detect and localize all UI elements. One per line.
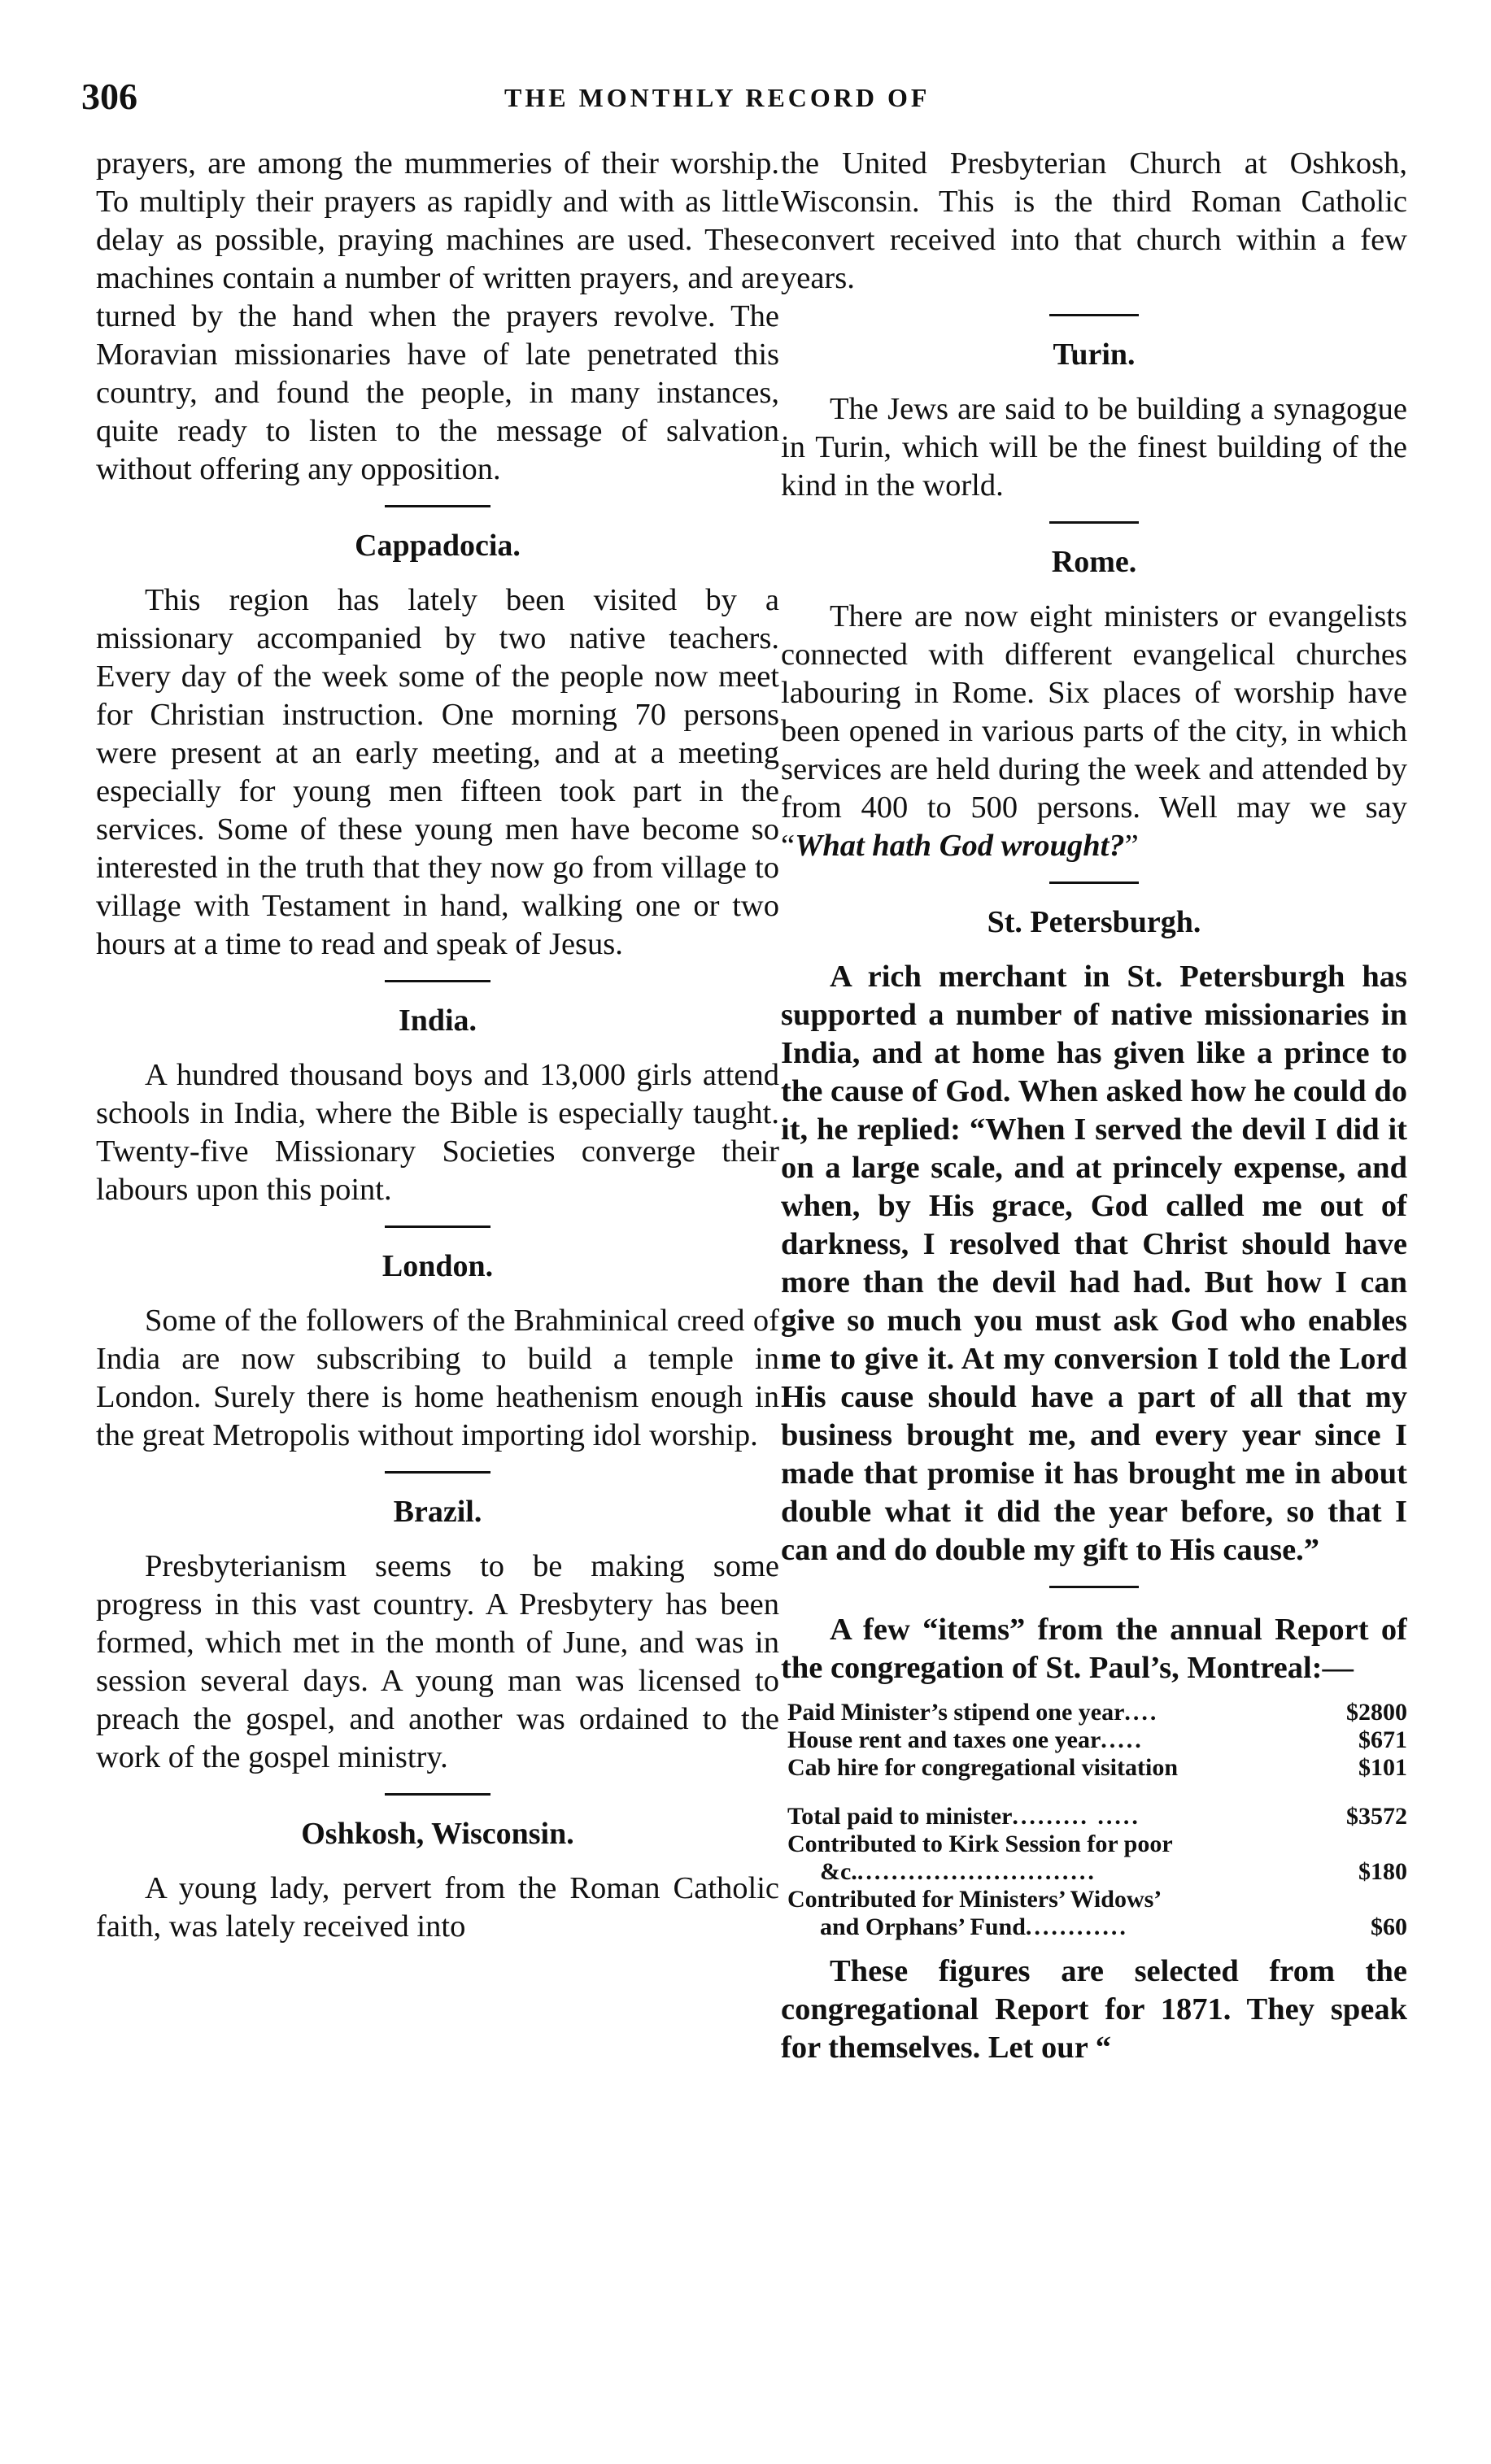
ledger-row: [787, 1858, 1407, 1886]
ledger-amount: $60: [1371, 1913, 1407, 1940]
ledger-label: Contributed to Kirk Session for poor: [787, 1831, 1173, 1857]
paragraph-brazil: Presbyterianism seems to be making some progress in this vast country. A Presbytery has been formed, which met in the month of June, and was in session several days. A young man was licensed to preach the gospel, and another was ordained to the work of the gospel ministry.: [96, 1549, 779, 1774]
ledger-leader: ............................: [857, 1858, 1096, 1885]
heading-cappadocia: Cappadocia.: [355, 529, 521, 563]
running-head: THE MONTHLY RECORD OF: [504, 83, 931, 112]
ledger-label: and Orphans’ Fund: [820, 1913, 1026, 1940]
heading-oshkosh: Oshkosh, Wisconsin.: [301, 1817, 574, 1851]
ledger-amount: $180: [1358, 1858, 1407, 1885]
ledger-row: [787, 1803, 1407, 1831]
left-paragraph-continued: prayers, are among the mummeries of their worship. To multiply their prayers as rapidly and with as little delay as possible, praying machines are used. These machines contain a number of written prayers, and are turned by the hand when the prayers revolve. The Moravian missionaries have of late penetrated this country, and found the people, in many instances, quite ready to listen to the message of salvation without offering any opposition.: [96, 146, 779, 486]
ledger-label: &c.: [820, 1858, 857, 1885]
ledger-row: [787, 1699, 1407, 1726]
rome-close-quote: ”: [1124, 829, 1139, 863]
ledger-amount: $671: [1358, 1726, 1407, 1753]
ledger-label: Contributed for Ministers’ Widows’: [787, 1886, 1162, 1913]
section-rule: [385, 1225, 490, 1228]
ledger-row: [787, 1831, 1407, 1858]
paragraph-india: A hundred thousand boys and 13,000 girls attend schools in India, where the Bible is especially taught. Twenty-five Missionary Societies converge their labours upon this point.: [96, 1058, 779, 1207]
ledger-row: [787, 1913, 1407, 1941]
ledger-amount: [1404, 1886, 1407, 1913]
right-paragraph-continued: the United Presbyterian Church at Oshkosh, Wisconsin. This is the third Roman Catholic convert received into that church within a few years.: [781, 146, 1407, 295]
ledger-leader: [1178, 1754, 1355, 1782]
section-rule: [385, 505, 490, 507]
ledger-row: [787, 1886, 1407, 1913]
section-rule: [385, 1793, 490, 1796]
section-rule: [1049, 314, 1139, 316]
right-column: [781, 145, 1407, 2067]
paragraph-london: Some of the followers of the Brahminical creed of India are now subscribing to build a temple in London. Surely there is home heathenism enough in the great Metropolis without importing idol worship.: [96, 1304, 779, 1452]
paragraph-cappadocia: This region has lately been visited by a missionary accompanied by two native teachers. Every day of the week some of the people now meet for Christian instruction. One morning 70 persons were present at an early meeting, and at a meeting especially for young men fifteen took part in the services. Some of these young men have become so interested in the truth that they now go from village to village with Testament in hand, walking one or two hours at a time to read and speak of Jesus.: [96, 583, 779, 961]
financial-ledger: [787, 1699, 1407, 1941]
ledger-amount: $2800: [1346, 1699, 1407, 1726]
left-column: [96, 145, 779, 1946]
paragraph-st-petersburgh: A rich merchant in St. Petersburgh has supported a number of native missionaries in India, and at home has given like a prince to the cause of God. When asked how he could do it, he replied: “When I served the devil I did it on a large scale, and at princely expense, and when, by His grace, God called me out of darkness, I resolved that Christ should have more than the devil had had. But how I can give so much you must ask God who enables me to give it. At my conversion I told the Lord His cause should have a part of all that my business brought me, and every year since I made that promise it has brought me in about double what it did the year before, so that I can and do double my gift to His cause.”: [781, 960, 1407, 1567]
paragraph-closing: These figures are selected from the congregational Report for 1871. They speak for themselves. Let our “: [781, 1954, 1407, 2065]
section-rule: [385, 1471, 490, 1474]
page-header: [81, 75, 1442, 115]
heading-turin: Turin.: [1053, 337, 1136, 372]
ledger-leader: .....: [1101, 1726, 1144, 1753]
ledger-label: Total paid to minister: [787, 1803, 1013, 1830]
paragraph-oshkosh: A young lady, pervert from the Roman Catholic faith, was lately received into: [96, 1871, 779, 1944]
ledger-label: Paid Minister’s stipend one year: [787, 1699, 1125, 1726]
ledger-amount: $101: [1358, 1754, 1407, 1781]
heading-india: India.: [398, 1003, 477, 1038]
heading-st-petersburgh: St. Petersburgh.: [987, 905, 1201, 939]
ledger-amount: $3572: [1346, 1803, 1407, 1830]
rome-text: There are now eight ministers or evangelists connected with different evangelical churches labouring in Rome. Six places of worship have been opened in various parts of the city, in which services are held during the week and attended by from 400 to 500 persons. Well may we say “: [781, 599, 1407, 863]
ledger-row: [787, 1726, 1407, 1754]
ledger-leader: ............: [1025, 1913, 1128, 1940]
ledger-label: Cab hire for congregational visitation: [787, 1754, 1178, 1781]
ledger-leader: ....: [1124, 1699, 1159, 1726]
ledger-gap: [787, 1782, 1407, 1803]
ledger-amount: [1404, 1831, 1407, 1858]
section-rule: [1049, 521, 1139, 524]
section-rule: [1049, 1586, 1139, 1588]
heading-london: London.: [381, 1249, 494, 1283]
ledger-leader: [1173, 1831, 1404, 1858]
heading-brazil: Brazil.: [393, 1495, 482, 1529]
ledger-label: House rent and taxes one year: [787, 1726, 1101, 1753]
section-rule: [385, 980, 490, 982]
ledger-leader: [1162, 1886, 1404, 1913]
rome-quote: What hath God wrought?: [795, 829, 1125, 863]
section-rule: [1049, 882, 1139, 884]
heading-rome: Rome.: [1051, 545, 1137, 579]
ledger-row: [787, 1754, 1407, 1782]
paragraph-items-intro: A few “items” from the annual Report of the congregation of St. Paul’s, Montreal:—: [781, 1613, 1407, 1685]
ledger-leader: ......... .....: [1012, 1803, 1140, 1830]
paragraph-turin: The Jews are said to be building a synagogue in Turin, which will be the finest building of the kind in the world.: [781, 392, 1407, 503]
page-number: 306: [81, 76, 137, 117]
paragraph-rome: [781, 598, 1407, 865]
